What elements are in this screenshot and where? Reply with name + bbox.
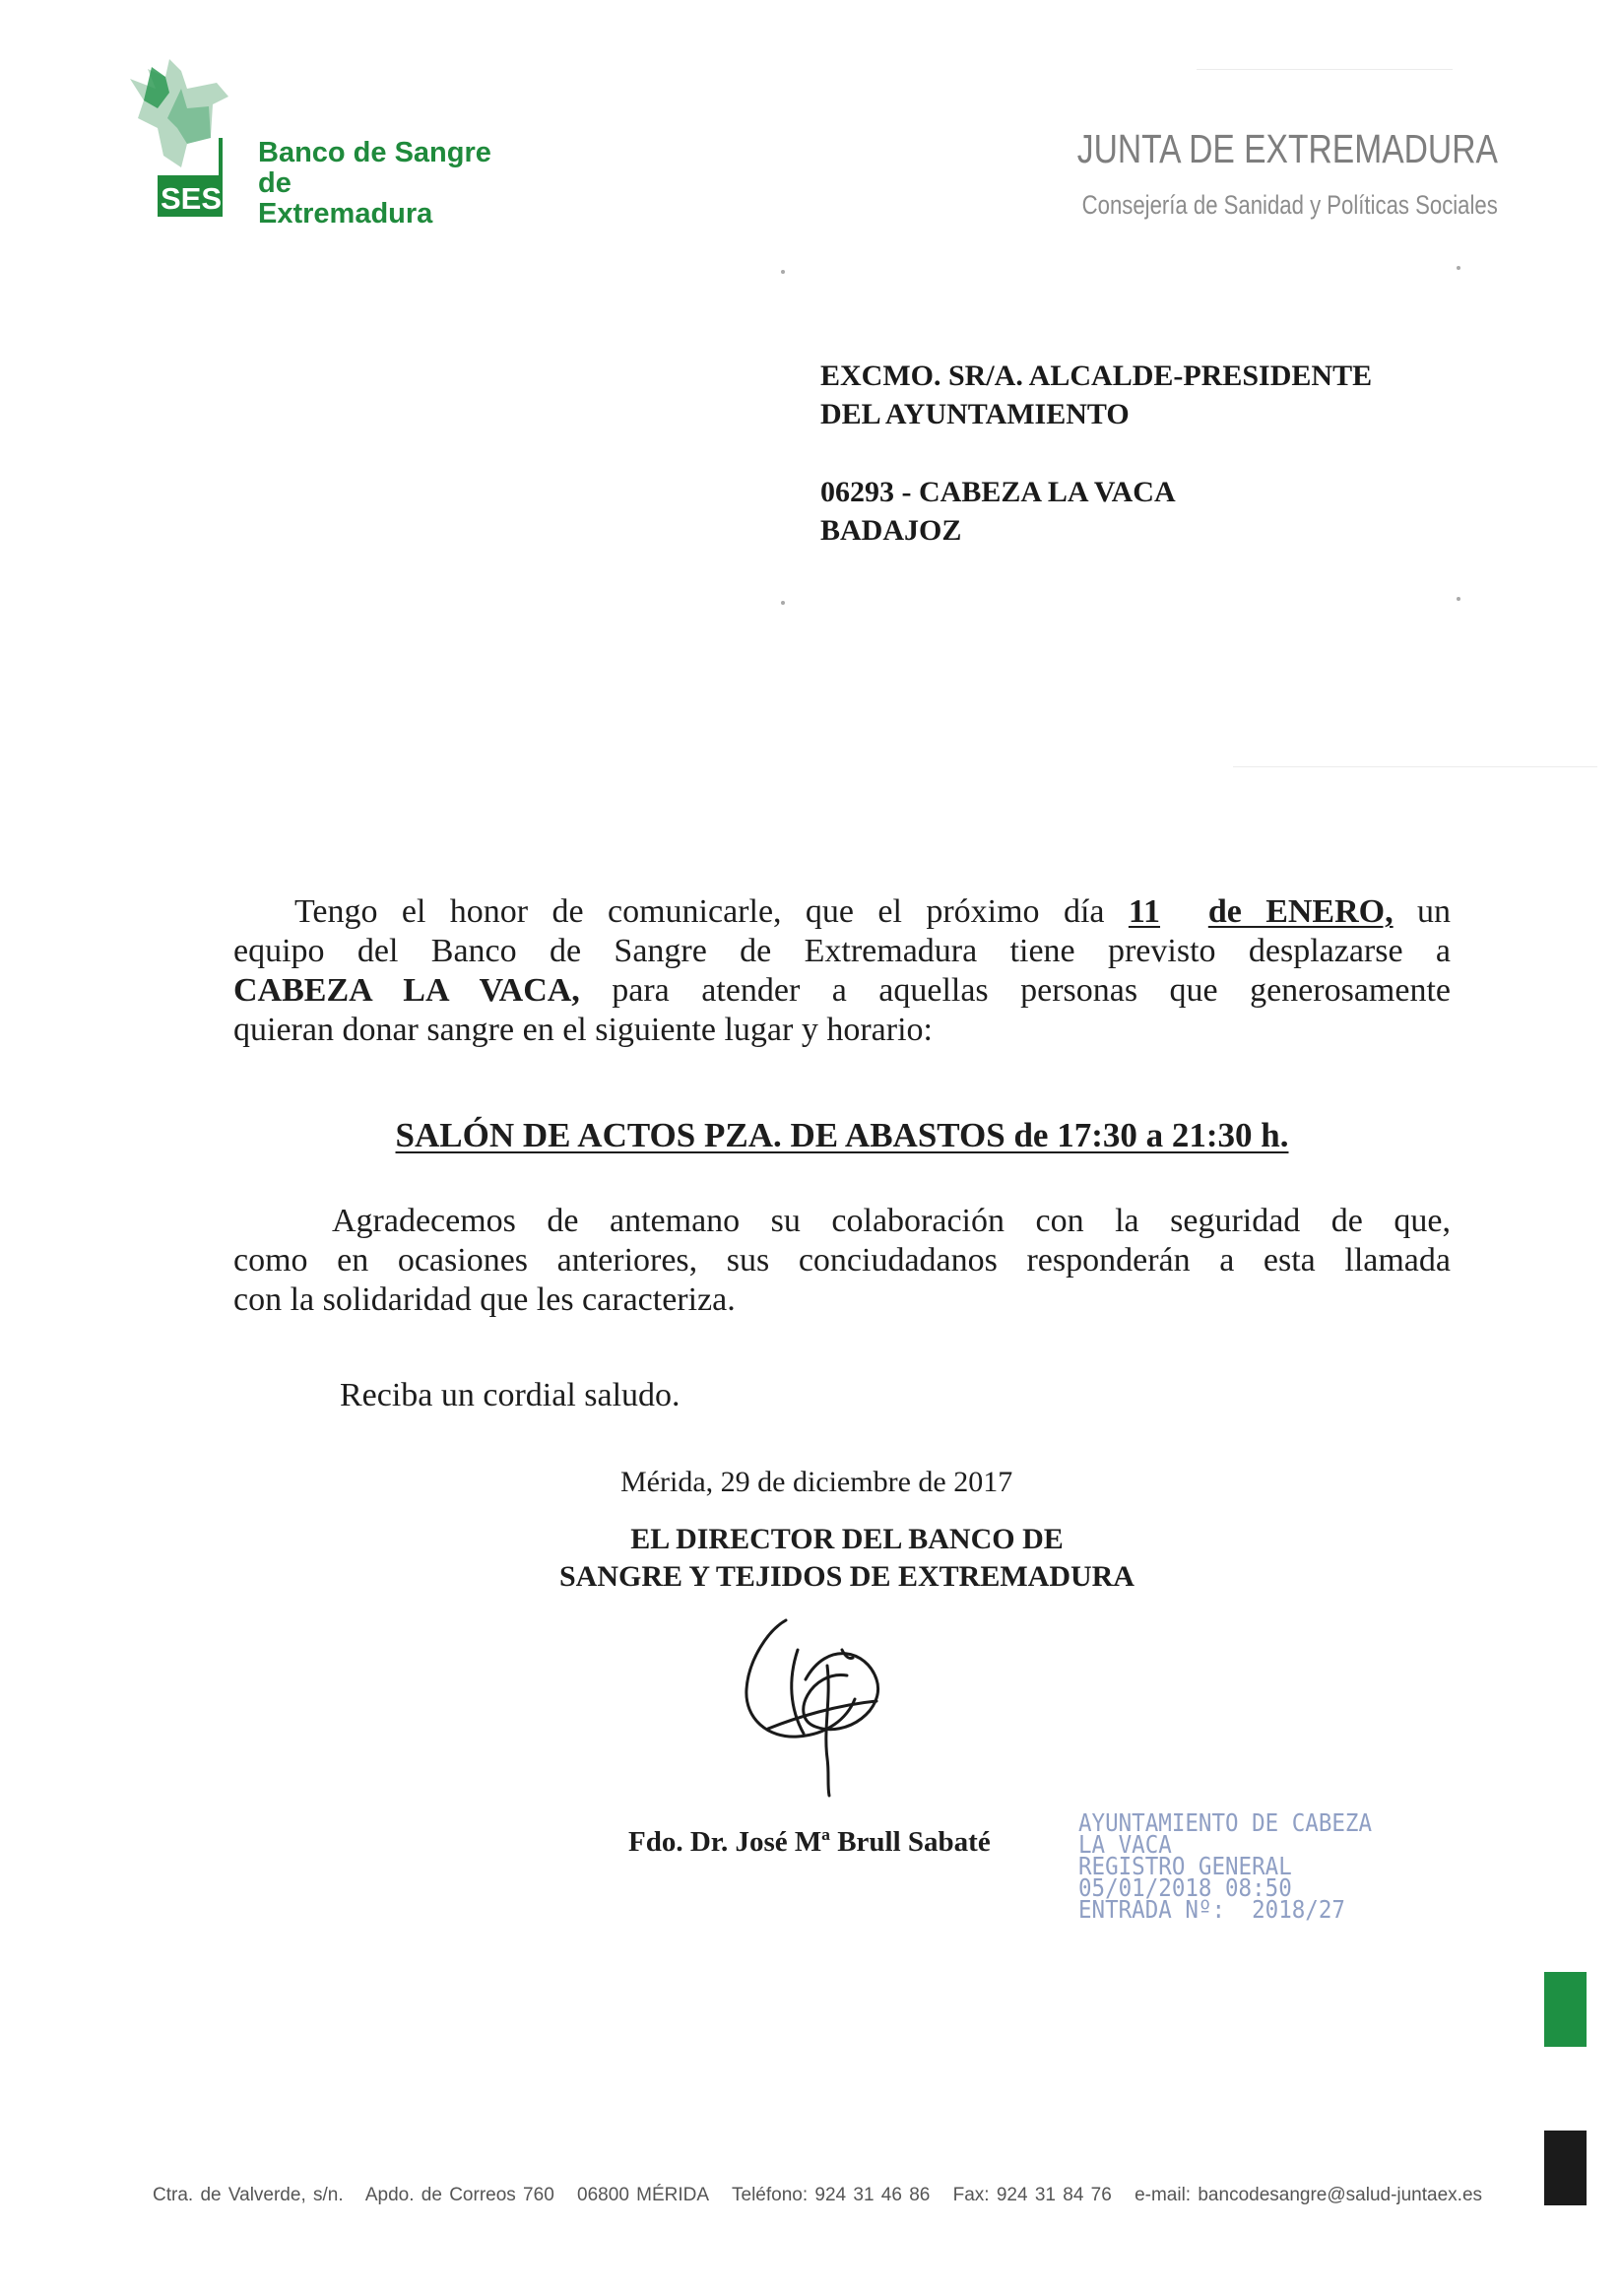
paragraph-line [233,892,1451,932]
department-name: Consejería de Sanidad y Políticas Sociales [1081,190,1498,220]
announcement-paragraph [233,892,1451,1050]
venue-schedule [233,1115,1451,1156]
logo-name [258,138,514,230]
logo-name-line3: Extremadura [258,198,433,230]
paragraph-line: Agradecemos de antemano su colaboración con la seguridad de que, [332,1203,1451,1239]
signer-title-line2: SANGRE Y TEJIDOS DE EXTREMADURA [559,1560,1135,1593]
venue-text: SALÓN DE ACTOS PZA. DE ABASTOS de 17:30 a 21:30 h. [395,1116,1289,1154]
donation-month: de ENERO, [1207,893,1394,930]
scan-dot [781,601,785,605]
intro-text: Tengo el honor de comunicarle, que el próximo día [294,893,1129,930]
footer-po-box: Apdo. de Correos 760 [364,2185,554,2205]
black-edge-mark [1544,2131,1587,2205]
stamp-line2: LA VACA [1078,1830,1172,1859]
handwritten-signature-icon [729,1610,906,1798]
intro-tail: un [1393,893,1452,930]
footer-address: Ctra. de Valverde, s/n. [153,2185,344,2205]
paragraph-line [233,971,1451,1011]
donation-day: 11 [1128,893,1161,930]
scan-dot [781,270,785,274]
town-name: CABEZA LA VACA, [233,972,580,1009]
stamp-line3: REGISTRO GENERAL [1078,1852,1292,1880]
footer-phone: Teléfono: 924 31 46 86 [732,2185,931,2205]
footer-fax: Fax: 924 31 84 76 [952,2185,1112,2205]
green-edge-mark [1544,1972,1587,2047]
stamp-line5: ENTRADA Nº: 2018/27 [1078,1895,1345,1924]
recipient-line3: 06293 - CABEZA LA VACA [820,476,1176,508]
paragraph-text: para atender a aquellas personas que generosamente [579,972,1451,1009]
stamp-line4: 05/01/2018 08:50 [1078,1873,1292,1902]
fold-line [1233,766,1597,767]
ses-logo-icon [118,49,256,231]
logo-abbr: SES [161,181,223,216]
recipient-line1: EXCMO. SR/A. ALCALDE-PRESIDENTE [820,360,1373,392]
paragraph-line: con la solidaridad que les caracteriza. [233,1281,736,1318]
logo-name-line2: de [258,167,292,199]
logo-name-line1: Banco de Sangre [258,137,491,168]
footer-city: 06800 MÉRIDA [577,2185,710,2205]
header-divider [1197,69,1453,70]
place-and-date: Mérida, 29 de diciembre de 2017 [620,1466,1013,1498]
paragraph-line: quieran donar sangre en el siguiente lugar y horario: [233,1012,933,1048]
recipient-line2: DEL AYUNTAMIENTO [820,398,1130,430]
institution-title: JUNTA DE EXTREMADURA [1076,126,1498,171]
thanks-paragraph [233,1202,1451,1320]
signer-title-line1: EL DIRECTOR DEL BANCO DE [630,1523,1064,1555]
footer-contact [153,2185,1498,2206]
footer-email: e-mail: bancodesangre@salud-juntaex.es [1135,2185,1483,2205]
registry-stamp [1078,1808,1373,1924]
recipient-line4: BADAJOZ [820,514,962,547]
recipient-address [820,357,1372,550]
signer-name: Fdo. Dr. José Mª Brull Sabaté [628,1826,991,1858]
scan-dot [1457,266,1460,270]
signer-title [502,1521,1192,1596]
closing-greeting: Reciba un cordial saludo. [340,1377,681,1413]
paragraph-line: equipo del Banco de Sangre de Extremadura tiene previsto desplazarse a [233,933,1451,969]
scan-dot [1457,597,1460,601]
stamp-line1: AYUNTAMIENTO DE CABEZA [1078,1808,1373,1837]
paragraph-line: como en ocasiones anteriores, sus conciudadanos responderán a esta llamada [233,1242,1451,1279]
